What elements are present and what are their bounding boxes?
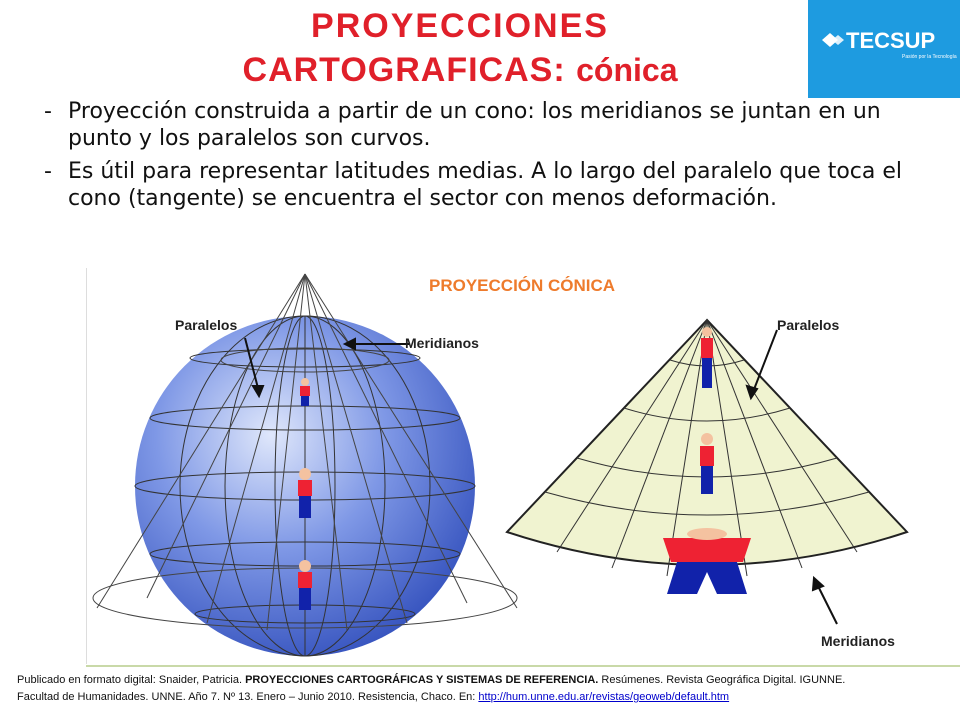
- label-meridianos-left: Meridianos: [405, 335, 479, 351]
- citation-line-1: [17, 672, 947, 689]
- logo-wordmark: TECSUP: [846, 28, 936, 53]
- bullet-text-1: Proyección construida a partir de un cono: los meridianos se juntan en un punto y los paralelos son curvos.: [68, 99, 881, 151]
- bullet-text-2: Es útil para representar latitudes medias. A lo largo del paralelo que toca el cono (tangente) se encuentra el sector con menos deformación.: [68, 159, 902, 211]
- source-link[interactable]: http://hum.unne.edu.ar/revistas/geoweb/default.htm: [478, 691, 730, 703]
- globe-with-cone-diagram: [93, 274, 517, 656]
- logo-mark-icon: [822, 33, 844, 47]
- title-line-2-small: cónica: [576, 52, 678, 89]
- figure-illustration: [87, 268, 960, 664]
- bullet-marker: -: [44, 159, 52, 184]
- tecsup-logo: [808, 0, 960, 98]
- bullet-marker: -: [44, 99, 52, 124]
- citation-text-1a: Publicado en formato digital: Snaider, Patricia.: [17, 674, 246, 686]
- bullet-list: [44, 98, 944, 218]
- citation-line-2: [17, 689, 947, 706]
- citation-text-1b: Resúmenes. Revista Geográfica Digital. IGUNNE.: [598, 674, 846, 686]
- footer-divider: [86, 665, 960, 667]
- label-paralelos-right: Paralelos: [777, 317, 840, 333]
- label-meridianos-right: Meridianos: [821, 633, 895, 649]
- conic-projection-figure: [86, 268, 960, 664]
- label-paralelos-left: Paralelos: [175, 317, 238, 333]
- title-line-1: PROYECCIONES: [311, 7, 609, 45]
- unrolled-cone-diagram: [507, 320, 907, 624]
- figure-title: PROYECCIÓN CÓNICA: [429, 276, 616, 295]
- logo-tagline: Pasión por la Tecnología: [902, 54, 957, 60]
- bullet-item-1: [44, 98, 944, 152]
- citation-title: PROYECCIONES CARTOGRÁFICAS Y SISTEMAS DE REFERENCIA.: [245, 674, 599, 686]
- citation-text-2: Facultad de Humanidades. UNNE. Año 7. Nº 13. Enero – Junio 2010. Resistencia, Chaco. En:: [17, 691, 479, 703]
- title-line-2-main: CARTOGRAFICAS:: [242, 51, 577, 90]
- title-line-2: [140, 48, 780, 92]
- slide-title: [140, 4, 780, 92]
- bullet-item-2: [44, 158, 944, 212]
- citation-footer: [17, 672, 947, 706]
